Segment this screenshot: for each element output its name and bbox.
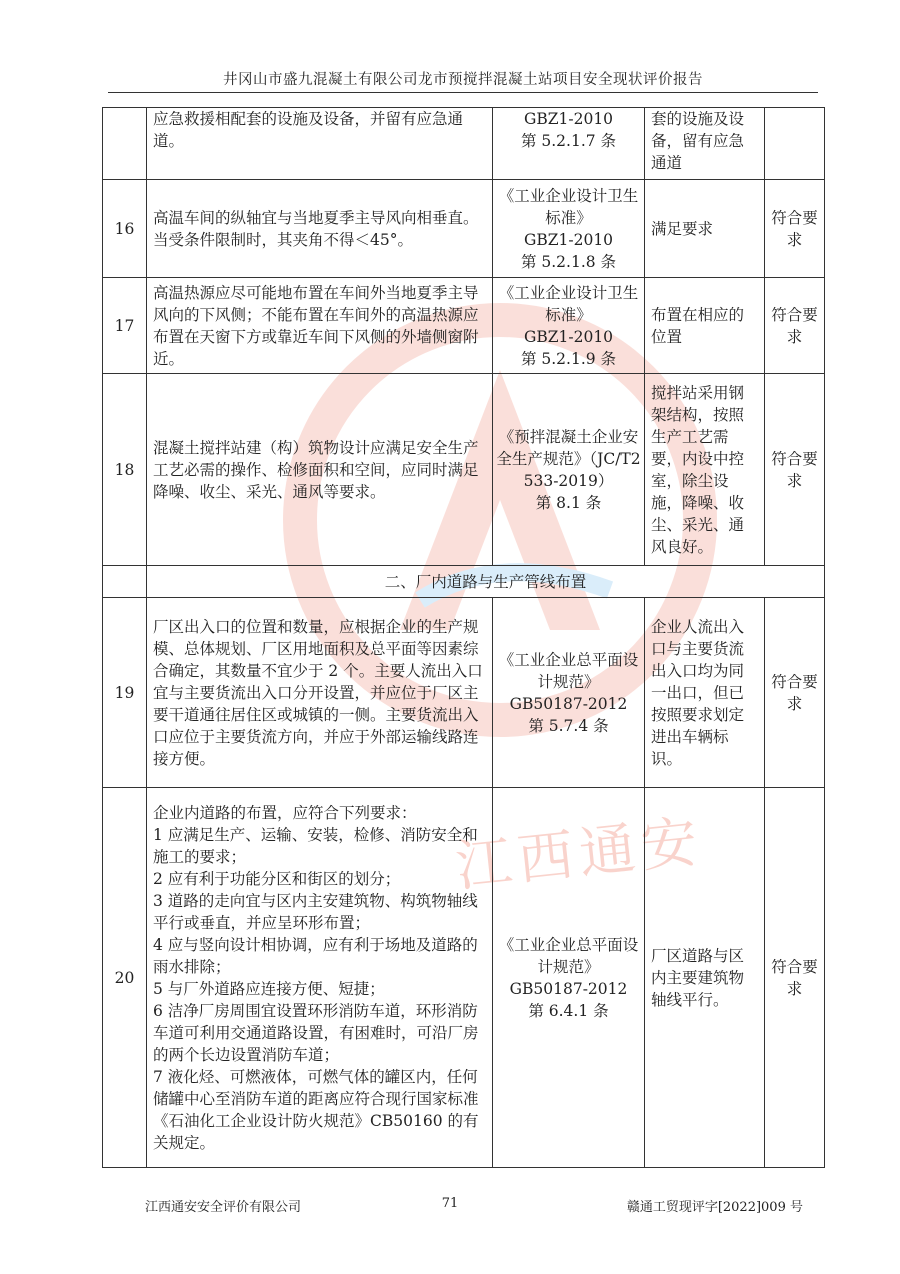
standard-cell (493, 598, 645, 788)
standard-cell (493, 278, 645, 374)
requirement-cell (147, 788, 493, 1168)
result-cell: 符合要求 (765, 278, 825, 374)
requirement-text: 企业内道路的布置，应符合下列要求： 1 应满足生产、运输、安装，检修、消防安全和施工的要求； 2 应有利于功能分区和街区的划分； 3 道路的走向宜与区内主安建筑物、构筑物轴线平行或垂直，并应呈环形布置； 4 应与竖向设计相协调，应有利于场地及道路的雨水排除； 5 与厂外道路应连接方便、短捷； 6 洁净厂房周围宜设置环形消防车道，环形消防车道可利用交通道路设置，有困难时，可沿厂房的两个长边设置消防车道； 7 液化烃、可燃液体，可燃气体的罐区内，任何储罐中心至消防车道的距离应符合现行国家标准《石油化工企业设计防火规范》CB50160 的有关规定。 (153, 803, 479, 1152)
requirement-cell: 高温车间的纵轴宜与当地夏季主导风向相垂直。当受条件限制时，其夹角不得＜45°。 (147, 180, 493, 278)
section-title: 二、厂内道路与生产管线布置 (147, 566, 825, 598)
requirement-cell: 应急救援相配套的设施及设备，并留有应急通道。 (147, 108, 493, 180)
page-header: 井冈山市盛九混凝土有限公司龙市预搅拌混凝土站项目安全现状评价报告 (223, 72, 703, 88)
finding-cell: 企业人流出入口与主要货流出入口均为同一出口，但已按照要求划定进出车辆标识。 (645, 598, 765, 788)
footer-company: 江西通安安全评价有限公司 (145, 1200, 302, 1215)
table-row (103, 374, 825, 566)
footer-report-number: 赣通工贸现评字[2022]009 号 (626, 1200, 803, 1215)
row-number: 17 (103, 278, 147, 374)
row-number: 19 (103, 598, 147, 788)
standard-text: 《工业企业总平面设计规范》 GB50187-2012 第 6.4.1 条 (498, 935, 639, 1020)
table-row (103, 598, 825, 788)
finding-cell: 满足要求 (645, 180, 765, 278)
result-cell: 符合要求 (765, 374, 825, 566)
table-row (103, 108, 825, 180)
finding-cell: 套的设施及设备，留有应急通道 (645, 108, 765, 180)
result-cell: 符合要求 (765, 788, 825, 1168)
standard-text: 《工业企业设计卫生标准》 GBZ1-2010 第 5.2.1.8 条 (498, 186, 639, 271)
result-cell: 符合要求 (765, 180, 825, 278)
standard-cell (493, 180, 645, 278)
requirement-cell: 高温热源应尽可能地布置在车间外当地夏季主导风向的下风侧；不能布置在车间外的高温热源应布置在天窗下方或靠近车间下风侧的外墙侧窗附近。 (147, 278, 493, 374)
standard-text: 《工业企业总平面设计规范》 GB50187-2012 第 5.7.4 条 (498, 650, 639, 735)
table-row (103, 180, 825, 278)
result-cell (765, 108, 825, 180)
standard-text: 《预拌混凝土企业安全生产规范》（JC/T2533-2019） 第 8.1 条 (496, 427, 641, 512)
row-number: 18 (103, 374, 147, 566)
result-cell: 符合要求 (765, 598, 825, 788)
table-row (103, 788, 825, 1168)
header-divider (108, 92, 818, 93)
finding-cell: 搅拌站采用钢架结构，按照生产工艺需要，内设中控室，除尘设施，降噪、收尘、采光、通风良好。 (645, 374, 765, 566)
page-number: 71 (441, 1196, 459, 1211)
row-number: 16 (103, 180, 147, 278)
standard-text: 《工业企业设计卫生标准》 GBZ1-2010 第 5.2.1.9 条 (498, 283, 639, 368)
table-row (103, 278, 825, 374)
row-number (103, 108, 147, 180)
standard-cell (493, 108, 645, 180)
requirement-cell: 厂区出入口的位置和数量，应根据企业的生产规模、总体规划、厂区用地面积及总平面等因素综合确定，其数量不宜少于 2 个。主要人流出入口宜与主要货流出入口分开设置，并应位于厂区主要干道通往居住区或城镇的一侧。主要货流出入口应位于主要货流方向，并应于外部运输线路连接方便。 (147, 598, 493, 788)
standard-cell (493, 374, 645, 566)
requirement-cell: 混凝土搅拌站建（构）筑物设计应满足安全生产工艺必需的操作、检修面积和空间，应同时满足降噪、收尘、采光、通风等要求。 (147, 374, 493, 566)
finding-cell: 布置在相应的位置 (645, 278, 765, 374)
standard-text: GBZ1-2010 第 5.2.1.7 条 (520, 110, 617, 150)
section-number-cell (103, 566, 147, 598)
row-number: 20 (103, 788, 147, 1168)
finding-cell: 厂区道路与区内主要建筑物轴线平行。 (645, 788, 765, 1168)
watermark-text: 江西通安 (452, 809, 707, 900)
evaluation-table (102, 107, 825, 1168)
section-row (103, 566, 825, 598)
standard-cell (493, 788, 645, 1168)
